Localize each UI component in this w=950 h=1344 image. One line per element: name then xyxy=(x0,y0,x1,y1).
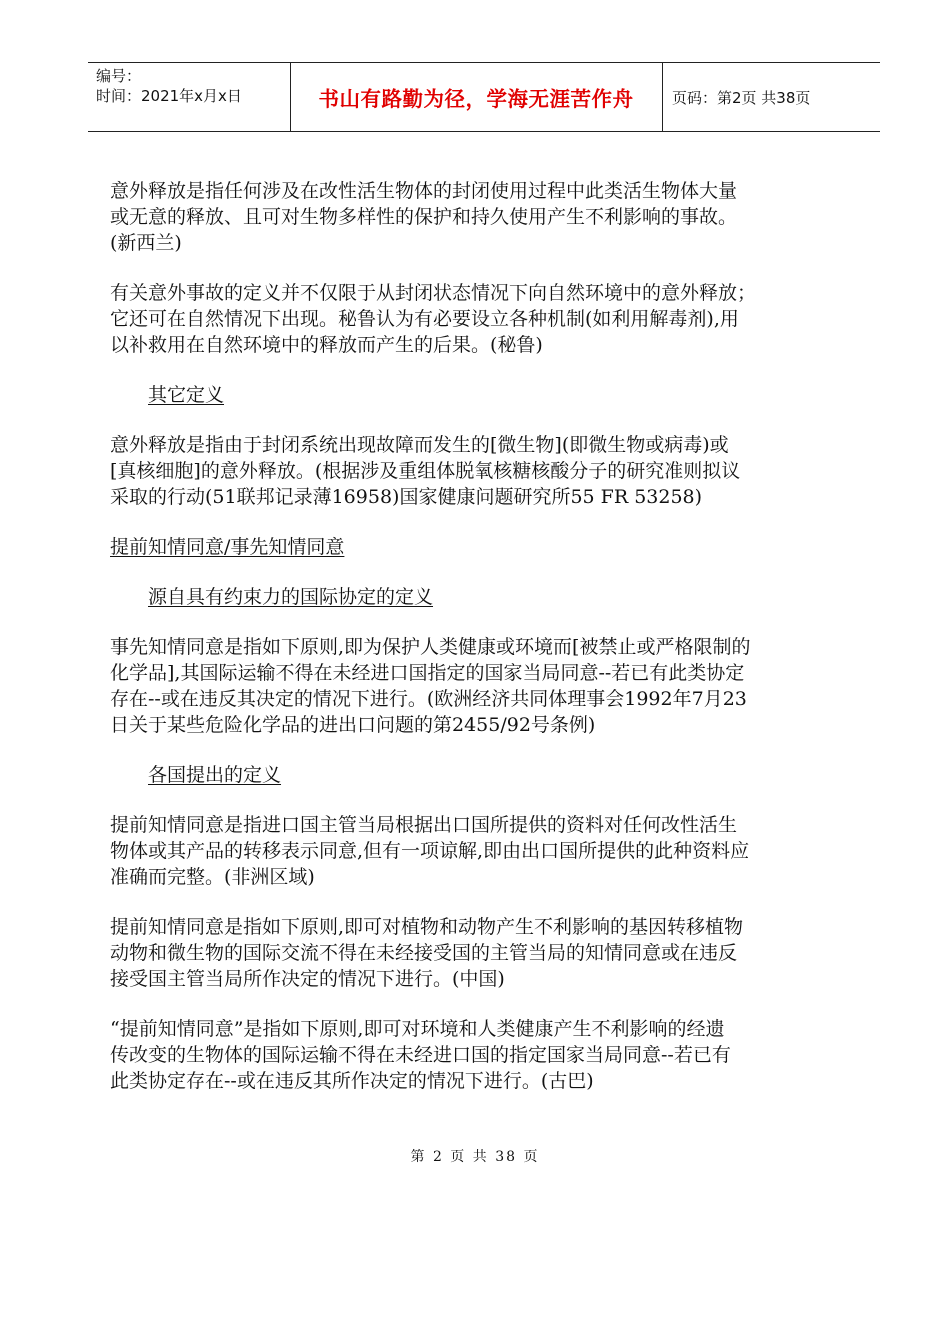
section-heading: 各国提出的定义 xyxy=(148,764,282,786)
paragraph-line: 意外释放是指由于封闭系统出现故障而发生的[微生物](即微生物或病毒)或 xyxy=(110,434,729,456)
paragraph xyxy=(110,432,865,510)
header-info-cell xyxy=(88,63,291,131)
paragraph-line: 采取的行动(51联邦记录薄16958)国家健康问题研究所55 FR 53258) xyxy=(110,486,703,508)
paragraph-line: 提前知情同意是指进口国主管当局根据出口国所提供的资料对任何改性活生 xyxy=(110,814,738,836)
paragraph-line: 此类协定存在--或在违反其所作决定的情况下进行。(古巴) xyxy=(110,1070,594,1092)
paragraph-line: 有关意外事故的定义并不仅限于从封闭状态情况下向自然环境中的意外释放； xyxy=(110,282,757,304)
paragraph-line: 事先知情同意是指如下原则,即为保护人类健康或环境而[被禁止或严格限制的 xyxy=(110,636,751,658)
paragraph xyxy=(110,812,865,890)
paragraph-line: 接受国主管当局所作决定的情况下进行。(中国) xyxy=(110,968,505,990)
header-motto-cell xyxy=(290,63,663,131)
paragraph-line: 传改变的生物体的国际运输不得在未经进口国的指定国家当局同意--若已有 xyxy=(110,1044,731,1066)
paragraph-line: 动物和微生物的国际交流不得在未经接受国的主管当局的知情同意或在违反 xyxy=(110,942,738,964)
paragraph-line: 准确而完整。(非洲区域) xyxy=(110,866,315,888)
paragraph-line: 存在--或在违反其决定的情况下进行。(欧洲经济共同体理事会1992年7月23 xyxy=(110,688,747,710)
section-heading: 源自具有约束力的国际协定的定义 xyxy=(148,586,434,608)
paragraph xyxy=(110,178,865,256)
time-label: 时间：2021年x月x日 xyxy=(96,87,242,105)
paragraph-line: (新西兰) xyxy=(110,232,182,254)
paragraph-line: 日关于某些危险化学品的进出口问题的第2455/92号条例) xyxy=(110,714,596,736)
paragraph-line: 意外释放是指任何涉及在改性活生物体的封闭使用过程中此类活生物体大量 xyxy=(110,180,738,202)
paragraph xyxy=(110,914,865,992)
page-info: 页码：第2页 共38页 xyxy=(672,88,811,107)
paragraph-line: 或无意的释放、且可对生物多样性的保护和持久使用产生不利影响的事故。 xyxy=(110,206,738,228)
paragraph xyxy=(110,1016,865,1094)
paragraph-line: 提前知情同意是指如下原则,即可对植物和动物产生不利影响的基因转移植物 xyxy=(110,916,744,938)
number-label: 编号： xyxy=(96,67,142,85)
paragraph-line: 它还可在自然情况下出现。秘鲁认为有必要设立各种机制(如利用解毒剂),用 xyxy=(110,308,739,330)
motto-text: 书山有路勤为径，学海无涯苦作舟 xyxy=(318,87,634,111)
section-heading: 提前知情同意/事先知情同意 xyxy=(110,536,345,558)
header-page-cell xyxy=(662,63,880,131)
section-heading: 其它定义 xyxy=(148,384,225,406)
document-body xyxy=(110,178,865,1094)
page-header xyxy=(88,62,880,132)
paragraph xyxy=(110,280,865,358)
paragraph-line: 化学品],其国际运输不得在未经进口国指定的国家当局同意--若已有此类协定 xyxy=(110,662,745,684)
paragraph-line: 物体或其产品的转移表示同意,但有一项谅解,即由出口国所提供的此种资料应 xyxy=(110,840,750,862)
paragraph-line: “提前知情同意”是指如下原则,即可对环境和人类健康产生不利影响的经遗 xyxy=(110,1018,725,1040)
paragraph-line: [真核细胞]的意外释放。(根据涉及重组体脱氧核糖核酸分子的研究准则拟议 xyxy=(110,460,741,482)
paragraph xyxy=(110,634,865,738)
paragraph-line: 以补救用在自然环境中的释放而产生的后果。(秘鲁) xyxy=(110,334,543,356)
page-footer: 第 2 页 共 38 页 xyxy=(410,1149,540,1165)
